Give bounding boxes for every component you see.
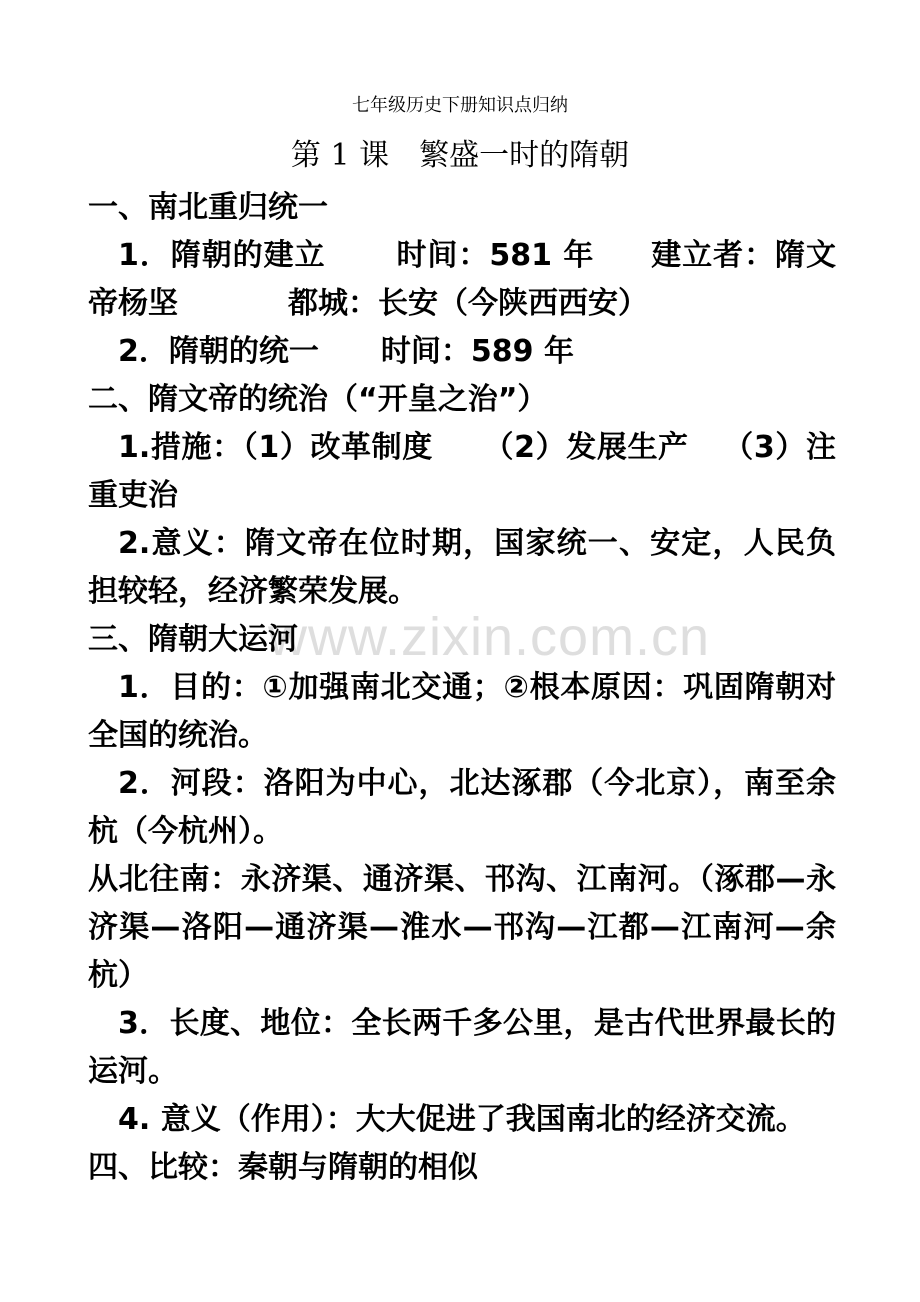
paragraph-impact: 4. 意义（作用）：大大促进了我国南北的经济交流。 bbox=[118, 1102, 806, 1137]
item-founding-capital: 都城：长安（今陕西西安） bbox=[288, 286, 648, 321]
document-header-title: 七年级历史下册知识点归纳 bbox=[352, 95, 568, 116]
item-measures-2: （2）发展生产 bbox=[482, 430, 689, 465]
paragraph-north-to-south: 从北往南：永济渠、通济渠、邗沟、江南河。（涿郡—永济渠—洛阳—通济渠—淮水—邗沟—江都—江南河—余杭） bbox=[88, 862, 836, 993]
item-measures-1: 1.措施：（1）改革制度 bbox=[118, 430, 433, 465]
item-founding-founder: 建立者：隋文帝杨坚 bbox=[88, 238, 836, 321]
item-measures-3: （3）注重吏治 bbox=[88, 430, 836, 513]
item-unification-label: 2．隋朝的统一 bbox=[118, 334, 319, 369]
section-heading-2: 二、隋文帝的统治（“开皇之治”） bbox=[88, 382, 548, 417]
document-body bbox=[88, 184, 836, 1192]
section-heading-3: 三、隋朝大运河 bbox=[88, 622, 298, 657]
paragraph-significance: 2.意义：隋文帝在位时期，国家统一、安定，人民负担较轻，经济繁荣发展。 bbox=[88, 526, 836, 609]
paragraph-sections: 2．河段：洛阳为中心，北达涿郡（今北京），南至余杭（今杭州）。 bbox=[88, 766, 836, 849]
section-heading-1: 一、南北重归统一 bbox=[88, 190, 328, 225]
paragraph-measures bbox=[88, 424, 836, 520]
lesson-title: 第 1 课 繁盛一时的隋朝 bbox=[290, 138, 630, 173]
watermark: www.zixin.com.cn bbox=[268, 607, 711, 667]
paragraph-purpose: 1．目的：①加强南北交通；②根本原因：巩固隋朝对全国的统治。 bbox=[88, 670, 836, 753]
item-founding-label: 1．隋朝的建立 bbox=[118, 238, 326, 273]
paragraph-length: 3．长度、地位：全长两千多公里，是古代世界最长的运河。 bbox=[88, 1006, 836, 1089]
paragraph-founding bbox=[88, 232, 836, 328]
item-founding-time: 时间：581 年 bbox=[395, 238, 595, 273]
section-heading-4: 四、比较：秦朝与隋朝的相似 bbox=[88, 1150, 478, 1185]
item-unification-time: 时间：589 年 bbox=[380, 334, 574, 369]
paragraph-unification bbox=[88, 328, 836, 376]
